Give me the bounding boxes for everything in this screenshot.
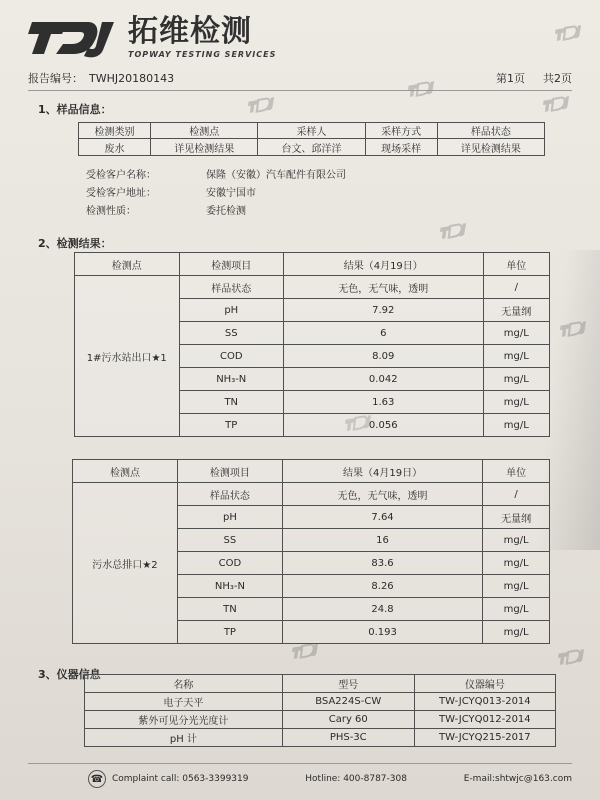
cell-instrument-model: BSA224S-CW	[282, 693, 414, 711]
test-type-row	[86, 204, 506, 219]
test-type-value: 委托检测	[206, 206, 246, 217]
client-name-value: 保隆（安徽）汽车配件有限公司	[206, 170, 346, 181]
cell-result: 1.63	[284, 391, 484, 414]
watermark-logo-icon	[554, 22, 585, 45]
cell-point: 详见检测结果	[151, 139, 258, 156]
cell-item: 样品状态	[179, 276, 284, 299]
hotline	[305, 774, 407, 784]
client-address-label: 受检客户地址：	[86, 188, 156, 199]
cell-unit: mg/L	[483, 621, 550, 644]
header-cell-point: 检测点	[75, 253, 180, 276]
cell-instrument-model: PHS-3C	[282, 729, 414, 747]
cell-monitoring-point: 污水总排口★2	[73, 483, 178, 644]
result-table-2	[72, 459, 550, 644]
cell-item: pH	[179, 299, 284, 322]
cell-result: 7.64	[282, 506, 482, 529]
cell-result: 7.92	[284, 299, 484, 322]
cell-unit: mg/L	[483, 552, 550, 575]
table-header-row	[79, 123, 545, 139]
header-cell-category: 检测类别	[79, 123, 151, 139]
logo-chinese-name: 拓维检测	[128, 14, 252, 49]
cell-result: 无色，无气味，透明	[282, 483, 482, 506]
sample-info-table	[78, 122, 545, 156]
table-row	[75, 276, 550, 299]
cell-item: pH	[177, 506, 282, 529]
cell-instrument-name: pH 计	[85, 729, 283, 747]
page-total: 共2页	[543, 72, 572, 85]
page-info	[496, 70, 572, 86]
header-cell-point: 检测点	[151, 123, 258, 139]
header-divider	[28, 90, 572, 91]
header-cell-sampler: 采样人	[258, 123, 365, 139]
cell-result: 0.042	[284, 368, 484, 391]
header-cell-name: 名称	[85, 675, 283, 693]
report-meta-line	[28, 70, 572, 86]
cell-result: 0.193	[282, 621, 482, 644]
watermark-logo-icon	[557, 646, 588, 669]
table-row	[79, 139, 545, 156]
cell-result: 24.8	[282, 598, 482, 621]
table-row	[85, 729, 556, 747]
complaint-call	[88, 770, 248, 788]
cell-result: 0.056	[284, 414, 484, 437]
cell-item: COD	[179, 345, 284, 368]
company-logo	[28, 14, 276, 62]
cell-unit: mg/L	[483, 598, 550, 621]
cell-item: NH₃-N	[177, 575, 282, 598]
cell-item: TN	[177, 598, 282, 621]
header-cell-unit: 单位	[483, 253, 550, 276]
cell-item: TP	[177, 621, 282, 644]
email-text: E-mail:shtwjc@163.com	[463, 774, 572, 784]
cell-instrument-serial: TW-JCYQ215-2017	[414, 729, 555, 747]
footer	[88, 770, 572, 788]
watermark-logo-icon	[247, 94, 278, 117]
client-name-row	[86, 168, 506, 183]
cell-item: COD	[177, 552, 282, 575]
cell-unit: mg/L	[483, 391, 550, 414]
cell-unit: mg/L	[483, 529, 550, 552]
cell-result: 8.09	[284, 345, 484, 368]
cell-result: 16	[282, 529, 482, 552]
table-header-row	[85, 675, 556, 693]
cell-instrument-serial: TW-JCYQ013-2014	[414, 693, 555, 711]
cell-result: 6	[284, 322, 484, 345]
cell-result: 8.26	[282, 575, 482, 598]
report-number-value: TWHJ20180143	[89, 71, 175, 85]
phone-icon: ☎	[88, 770, 106, 788]
cell-instrument-name: 紫外可见分光光度计	[85, 711, 283, 729]
cell-monitoring-point: 1#污水站出口★1	[75, 276, 180, 437]
watermark-logo-icon	[439, 220, 470, 243]
page-current: 第1页	[496, 72, 525, 85]
cell-item: NH₃-N	[179, 368, 284, 391]
table-header-row	[73, 460, 550, 483]
section-title-instruments: 3、仪器信息	[38, 668, 101, 681]
watermark-logo-icon	[542, 93, 573, 116]
cell-item: TP	[179, 414, 284, 437]
result-table-1	[74, 252, 550, 437]
table-row	[85, 711, 556, 729]
cell-unit: mg/L	[483, 414, 550, 437]
email	[464, 774, 572, 784]
hotline-text: Hotline: 400-8787-308	[305, 774, 407, 784]
footer-divider	[28, 763, 572, 764]
table-row	[85, 693, 556, 711]
header-cell-status: 样品状态	[437, 123, 544, 139]
cell-unit: mg/L	[483, 322, 550, 345]
cell-method: 现场采样	[365, 139, 437, 156]
client-info	[86, 168, 506, 222]
cell-unit: 无量纲	[483, 299, 550, 322]
cell-instrument-serial: TW-JCYQ012-2014	[414, 711, 555, 729]
complaint-call-text: Complaint call: 0563-3399319	[112, 774, 249, 784]
instrument-table	[84, 674, 556, 747]
section-title-sample-info: 1、样品信息：	[38, 103, 112, 116]
header-cell-item: 检测项目	[177, 460, 282, 483]
cell-unit: mg/L	[483, 345, 550, 368]
header-cell-unit: 单位	[483, 460, 550, 483]
company-logo-icon	[28, 14, 120, 62]
table-row	[73, 483, 550, 506]
header-cell-item: 检测项目	[179, 253, 284, 276]
header-cell-method: 采样方式	[365, 123, 437, 139]
cell-item: 样品状态	[177, 483, 282, 506]
logo-english-name: TOPWAY TESTING SERVICES	[128, 50, 277, 59]
table-header-row	[75, 253, 550, 276]
cell-unit: /	[483, 276, 550, 299]
cell-result: 无色，无气味，透明	[284, 276, 484, 299]
cell-item: SS	[177, 529, 282, 552]
section-title-results: 2、检测结果：	[38, 237, 112, 250]
cell-status: 详见检测结果	[437, 139, 544, 156]
cell-sampler: 台文、邱洋洋	[258, 139, 365, 156]
report-number	[28, 70, 174, 86]
header-cell-point: 检测点	[73, 460, 178, 483]
test-type-label: 检测性质：	[86, 206, 136, 217]
cell-unit: mg/L	[483, 575, 550, 598]
cell-item: SS	[179, 322, 284, 345]
cell-result: 83.6	[282, 552, 482, 575]
header-cell-model: 型号	[282, 675, 414, 693]
logo-text	[128, 14, 277, 59]
client-address-value: 安徽宁国市	[206, 188, 256, 199]
cell-unit: /	[483, 483, 550, 506]
header-cell-result: 结果（4月19日）	[282, 460, 482, 483]
client-name-label: 受检客户名称：	[86, 170, 156, 181]
client-address-row	[86, 186, 506, 201]
cell-instrument-name: 电子天平	[85, 693, 283, 711]
header-cell-serial: 仪器编号	[414, 675, 555, 693]
cell-instrument-model: Cary 60	[282, 711, 414, 729]
header-cell-result: 结果（4月19日）	[284, 253, 484, 276]
cell-category: 废水	[79, 139, 151, 156]
cell-unit: 无量纲	[483, 506, 550, 529]
report-number-label: 报告编号：	[28, 72, 83, 85]
cell-unit: mg/L	[483, 368, 550, 391]
cell-item: TN	[179, 391, 284, 414]
